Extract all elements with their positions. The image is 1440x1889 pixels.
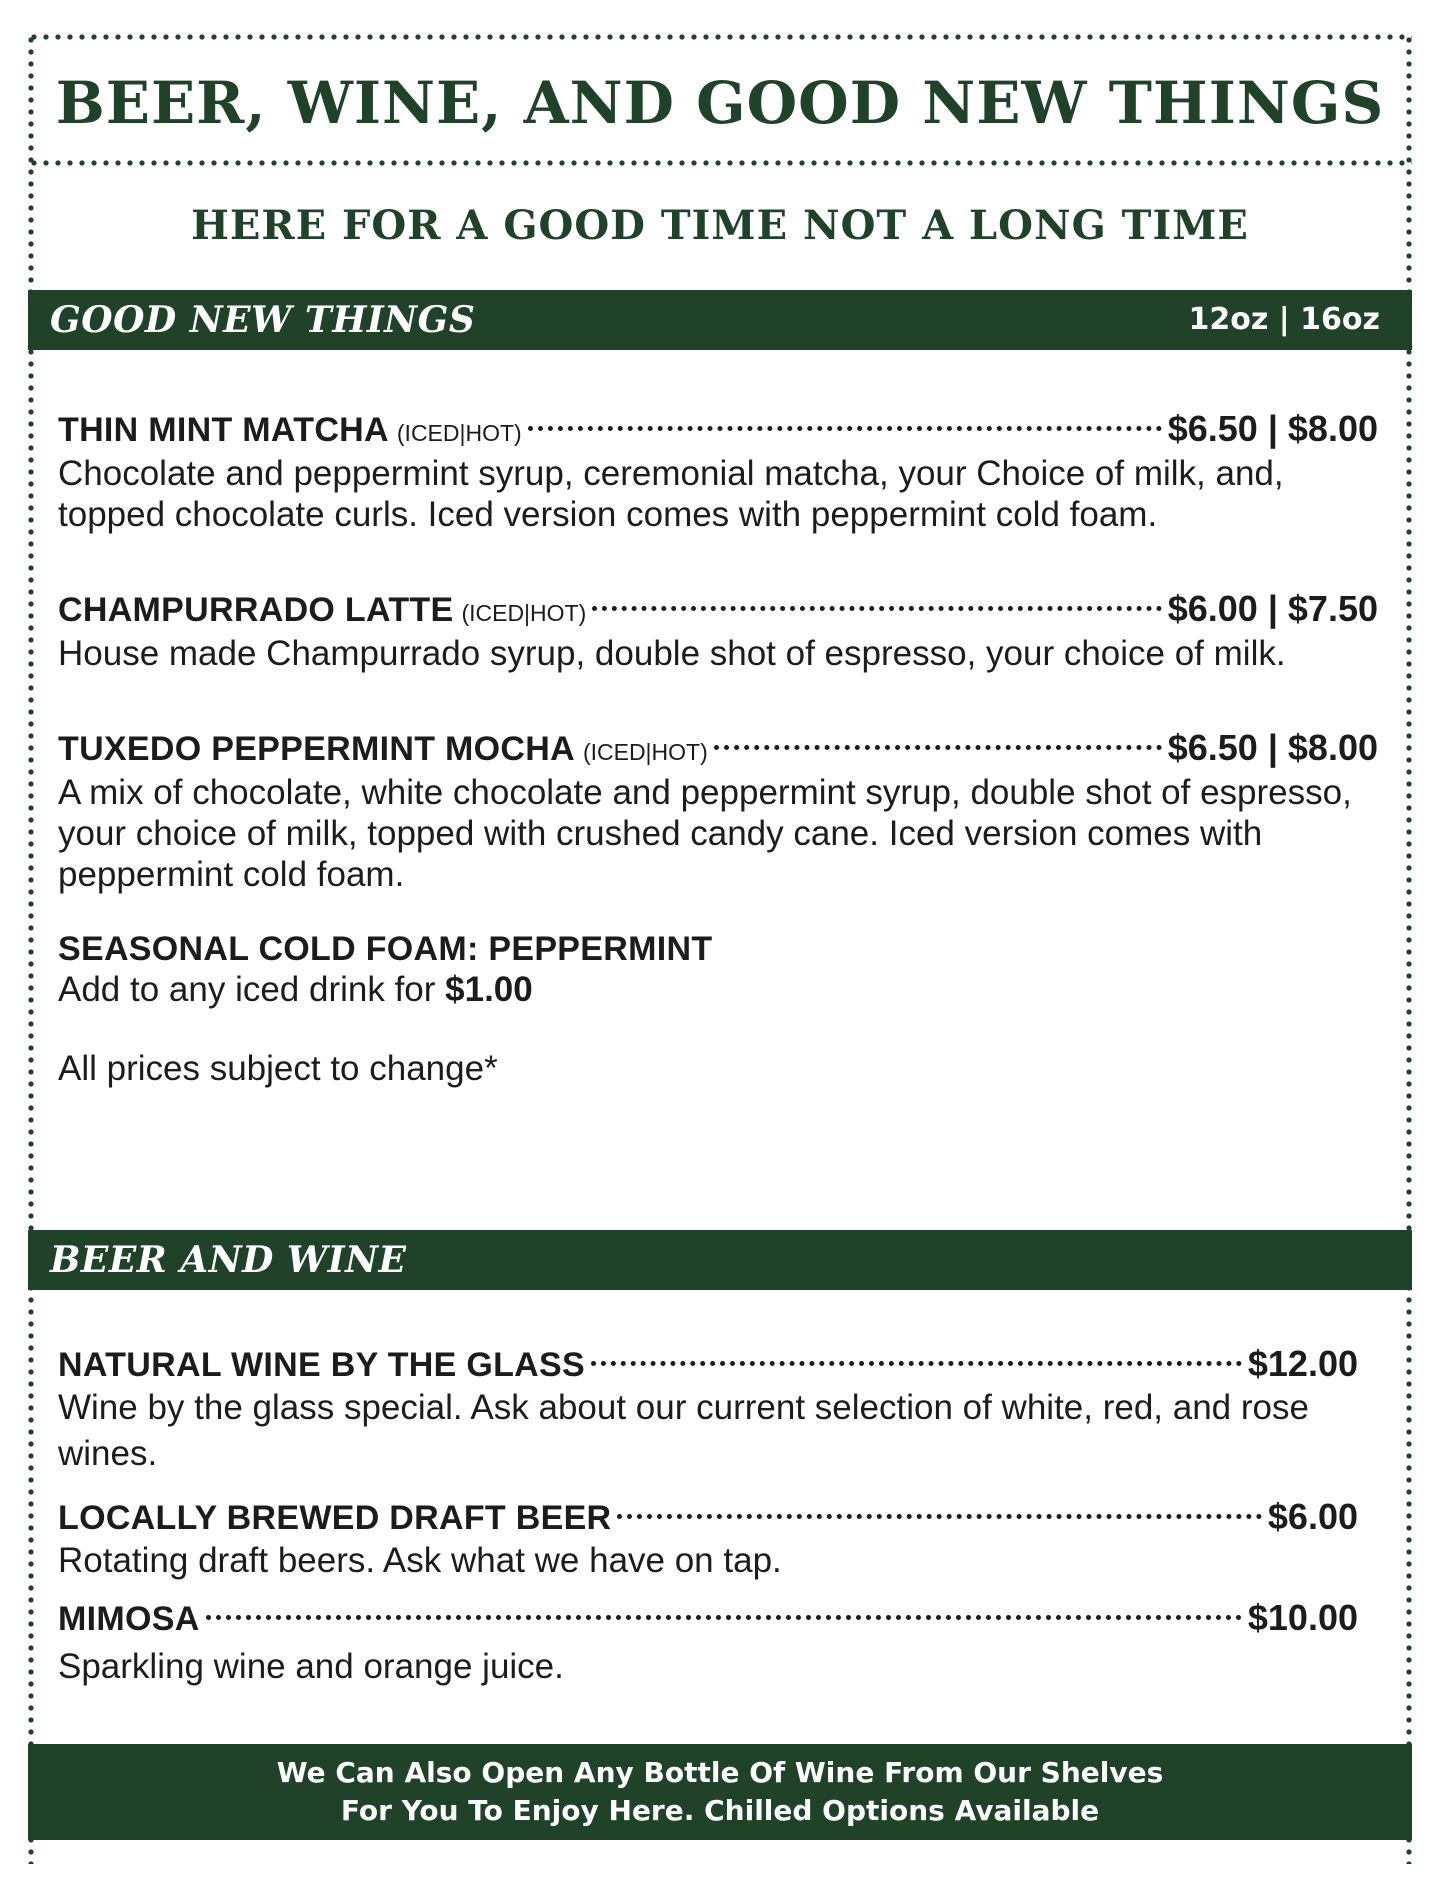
menu-item — [58, 409, 1378, 535]
menu-item — [58, 1344, 1358, 1477]
item-description: A mix of chocolate, white chocolate and peppermint syrup, double shot of espresso, your choice of milk, topped with crushed candy cane. Iced version comes with peppermint cold foam. — [58, 773, 1352, 894]
item-tag: (ICED|HOT) — [396, 420, 522, 446]
size-labels: 12oz | 16oz — [1188, 302, 1380, 337]
item-name: THIN MINT MATCHA — [58, 411, 389, 449]
dotted-leader — [617, 1514, 1261, 1519]
item-name: LOCALLY BREWED DRAFT BEER — [58, 1499, 612, 1537]
item-price: $6.00 | $7.50 — [1167, 588, 1378, 629]
menu-item — [58, 728, 1378, 895]
item-description: Chocolate and peppermint syrup, ceremonial matcha, your Choice of milk, and, topped chocolate curls. Iced version comes with peppermint cold foam. — [58, 454, 1284, 534]
item-name: MIMOSA — [58, 1600, 200, 1638]
section-header-good-new-things — [28, 290, 1412, 350]
menu-frame — [28, 34, 1412, 1864]
item-price: $6.00 — [1267, 1496, 1358, 1537]
menu-item — [58, 1598, 1358, 1695]
good-new-things-list — [58, 409, 1378, 1089]
footer-line-1: We Can Also Open Any Bottle Of Wine From Our Shelves — [276, 1756, 1164, 1789]
seasonal-title: SEASONAL COLD FOAM: PEPPERMINT — [58, 930, 713, 968]
dotted-divider — [28, 160, 1412, 166]
dotted-border-top — [28, 34, 1412, 40]
menu-item — [58, 589, 1378, 674]
footer-line-2: For You To Enjoy Here. Chilled Options Available — [340, 1794, 1100, 1827]
item-price: $12.00 — [1247, 1343, 1358, 1384]
item-name: TUXEDO PEPPERMINT MOCHA — [58, 730, 575, 768]
price-note: All prices subject to change* — [58, 1049, 498, 1088]
menu-item — [58, 1497, 1358, 1584]
beer-and-wine-list — [58, 1344, 1358, 1695]
section-title: GOOD NEW THINGS — [50, 299, 476, 341]
item-name: NATURAL WINE BY THE GLASS — [58, 1346, 585, 1384]
page-subtitle: HERE FOR A GOOD TIME NOT A LONG TIME — [191, 202, 1249, 249]
item-tag: (ICED|HOT) — [582, 739, 708, 765]
item-description: Rotating draft beers. Ask what we have on tap. — [58, 1541, 782, 1580]
seasonal-desc-text: Add to any iced drink for — [58, 970, 446, 1009]
seasonal-description — [58, 969, 1378, 1010]
item-description: Wine by the glass special. Ask about our current selection of white, red, and rose wines. — [58, 1388, 1309, 1473]
seasonal-item — [58, 929, 1378, 1010]
section-title: BEER AND WINE — [50, 1239, 407, 1281]
item-description: House made Champurrado syrup, double shot of espresso, your choice of milk. — [58, 634, 1286, 673]
item-name: CHAMPURRADO LATTE — [58, 591, 454, 629]
item-price: $10.00 — [1247, 1597, 1358, 1638]
dotted-leader — [714, 745, 1162, 750]
dotted-leader — [591, 1361, 1242, 1366]
item-tag: (ICED|HOT) — [461, 600, 587, 626]
dotted-leader — [206, 1615, 1242, 1620]
page-title: BEER, WINE, AND GOOD NEW THINGS — [55, 69, 1385, 137]
item-price: $6.50 | $8.00 — [1167, 727, 1378, 768]
seasonal-price: $1.00 — [445, 970, 533, 1009]
item-description: Sparkling wine and orange juice. — [58, 1647, 564, 1686]
item-price: $6.50 | $8.00 — [1167, 408, 1378, 449]
section-header-beer-and-wine — [28, 1230, 1412, 1290]
dotted-leader — [592, 606, 1162, 611]
footer-banner — [28, 1744, 1412, 1840]
dotted-leader — [528, 426, 1162, 431]
